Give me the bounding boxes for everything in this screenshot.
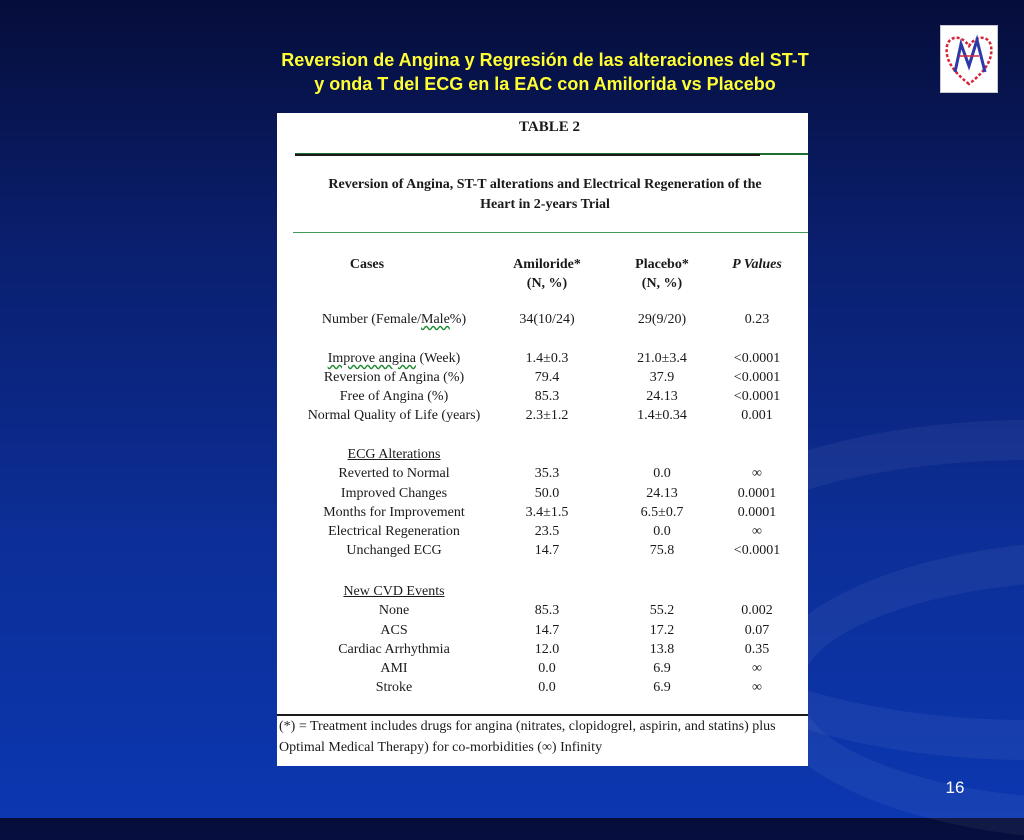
p-value: ∞ (752, 680, 762, 695)
footnote-line-2: Optimal Medical Therapy) for co-morbidities (∞) Infinity (279, 740, 603, 755)
row-label: Reverted to Normal (338, 466, 450, 481)
column-header-cases (327, 255, 407, 274)
amiloride-value: 50.0 (534, 486, 560, 501)
amiloride-value: 0.0 (538, 661, 556, 676)
row-label-part-b: (Week) (415, 351, 461, 366)
p-value: 0.0001 (737, 486, 777, 501)
column-header-placebo-label: Placebo* (635, 257, 689, 272)
row-label-part-b: Male (421, 312, 450, 327)
table-row (277, 661, 808, 680)
row-label (301, 312, 487, 328)
table-subtitle (295, 175, 795, 215)
placebo-value: 6.5±0.7 (640, 505, 684, 520)
p-value: 0.0001 (737, 505, 777, 520)
amiloride-value: 23.5 (534, 524, 560, 539)
amiloride-value: 0.0 (538, 680, 556, 695)
amiloride-value: 14.7 (534, 623, 560, 638)
placebo-value: 37.9 (649, 370, 675, 385)
section-header-label: New CVD Events (343, 584, 445, 599)
table-row-number (277, 312, 808, 331)
amiloride-value: 85.3 (534, 603, 560, 618)
row-label: Stroke (375, 680, 413, 695)
heart-logo-graphic (941, 26, 997, 92)
p-value: ∞ (752, 661, 762, 676)
placebo-value: 6.9 (653, 680, 671, 695)
table-subtitle-line-2: Heart in 2-years Trial (480, 197, 610, 212)
table-row (277, 603, 808, 622)
row-label: Free of Angina (%) (339, 389, 449, 404)
row-label: Cardiac Arrhythmia (338, 642, 450, 657)
row-label: Reversion of Angina (%) (323, 370, 465, 385)
column-header-cases-label: Cases (349, 257, 385, 272)
table-heading: TABLE 2 (519, 119, 580, 135)
section-header-cvd (277, 584, 808, 603)
p-value: 0.35 (744, 642, 770, 657)
table-footnote (279, 716, 808, 758)
table-row (277, 351, 808, 370)
table-row (277, 642, 808, 661)
placebo-value: 21.0±3.4 (637, 351, 687, 366)
placebo-value: 24.13 (646, 389, 678, 404)
row-label (301, 351, 487, 367)
row-label: Normal Quality of Life (years) (307, 408, 481, 423)
p-value: 0.07 (744, 623, 770, 638)
slide-title (230, 48, 860, 96)
p-value: ∞ (752, 524, 762, 539)
p-value: <0.0001 (733, 389, 781, 404)
table-row (277, 524, 808, 543)
p-value: 0.002 (741, 603, 773, 618)
row-label-part-a: Number (Female/ (321, 312, 422, 327)
amiloride-value: 12.0 (534, 642, 560, 657)
amiloride-value: 1.4±0.3 (525, 351, 569, 366)
p-value: ∞ (752, 466, 762, 481)
table-subtitle-line-1: Reversion of Angina, ST-T alterations and Electrical Regeneration of the (328, 177, 762, 192)
placebo-value: 0.0 (653, 466, 671, 481)
section-header-label: ECG Alterations (347, 447, 441, 462)
p-value: 0.001 (741, 408, 773, 423)
table-image (277, 113, 808, 766)
placebo-value: 55.2 (649, 603, 675, 618)
p-value: <0.0001 (733, 543, 781, 558)
slide-number: 16 (945, 778, 965, 797)
placebo-value: 0.0 (653, 524, 671, 539)
column-header-amiloride (502, 255, 592, 293)
amiloride-value: 79.4 (534, 370, 560, 385)
row-label: Improved Changes (340, 486, 448, 501)
amiloride-value: 3.4±1.5 (525, 505, 569, 520)
row-label: AMI (380, 661, 408, 676)
placebo-value: 75.8 (649, 543, 675, 558)
top-rule-dark (295, 154, 760, 156)
header-rule (293, 232, 808, 233)
table-row (277, 543, 808, 562)
row-label: None (378, 603, 410, 618)
table-row (277, 623, 808, 642)
column-header-placebo (617, 255, 707, 293)
p-value: 0.23 (744, 312, 770, 327)
row-label-part-c: %) (449, 312, 467, 327)
table-row (277, 466, 808, 485)
table-row (277, 370, 808, 389)
p-value: <0.0001 (733, 370, 781, 385)
placebo-value: 24.13 (646, 486, 678, 501)
p-value: <0.0001 (733, 351, 781, 366)
column-header-p-values-label: P Values (732, 257, 782, 272)
placebo-value: 13.8 (649, 642, 675, 657)
column-header-amiloride-unit: (N, %) (526, 276, 568, 291)
row-label-part-a: Improve angina (327, 351, 416, 366)
row-label: ACS (380, 623, 408, 638)
row-label: Unchanged ECG (346, 543, 442, 558)
table-row (277, 505, 808, 524)
row-label: Months for Improvement (323, 505, 465, 520)
amiloride-value: 2.3±1.2 (525, 408, 569, 423)
placebo-value: 6.9 (653, 661, 671, 676)
table-row (277, 389, 808, 408)
placebo-value: 17.2 (649, 623, 675, 638)
slide-title-line-1: Reversion de Angina y Regresión de las alteraciones del ST-T (281, 50, 809, 70)
column-header-placebo-unit: (N, %) (641, 276, 683, 291)
amiloride-value: 14.7 (534, 543, 560, 558)
column-header-amiloride-label: Amiloride* (513, 257, 581, 272)
column-header-p-values (717, 255, 797, 274)
placebo-value: 29(9/20) (637, 312, 687, 327)
footnote-line-1: (*) = Treatment includes drugs for angina (nitrates, clopidogrel, aspirin, and statins) plus (279, 719, 776, 734)
table-row (277, 680, 808, 699)
table-row (277, 408, 808, 427)
amiloride-value: 35.3 (534, 466, 560, 481)
amiloride-value: 34(10/24) (519, 312, 575, 327)
row-label: Electrical Regeneration (328, 524, 460, 539)
heart-logo-icon (940, 25, 998, 93)
section-header-ecg (277, 447, 808, 466)
placebo-value: 1.4±0.34 (637, 408, 687, 423)
table-row (277, 486, 808, 505)
amiloride-value: 85.3 (534, 389, 560, 404)
slide-title-line-2: y onda T del ECG en la EAC con Amilorida vs Placebo (314, 74, 776, 94)
